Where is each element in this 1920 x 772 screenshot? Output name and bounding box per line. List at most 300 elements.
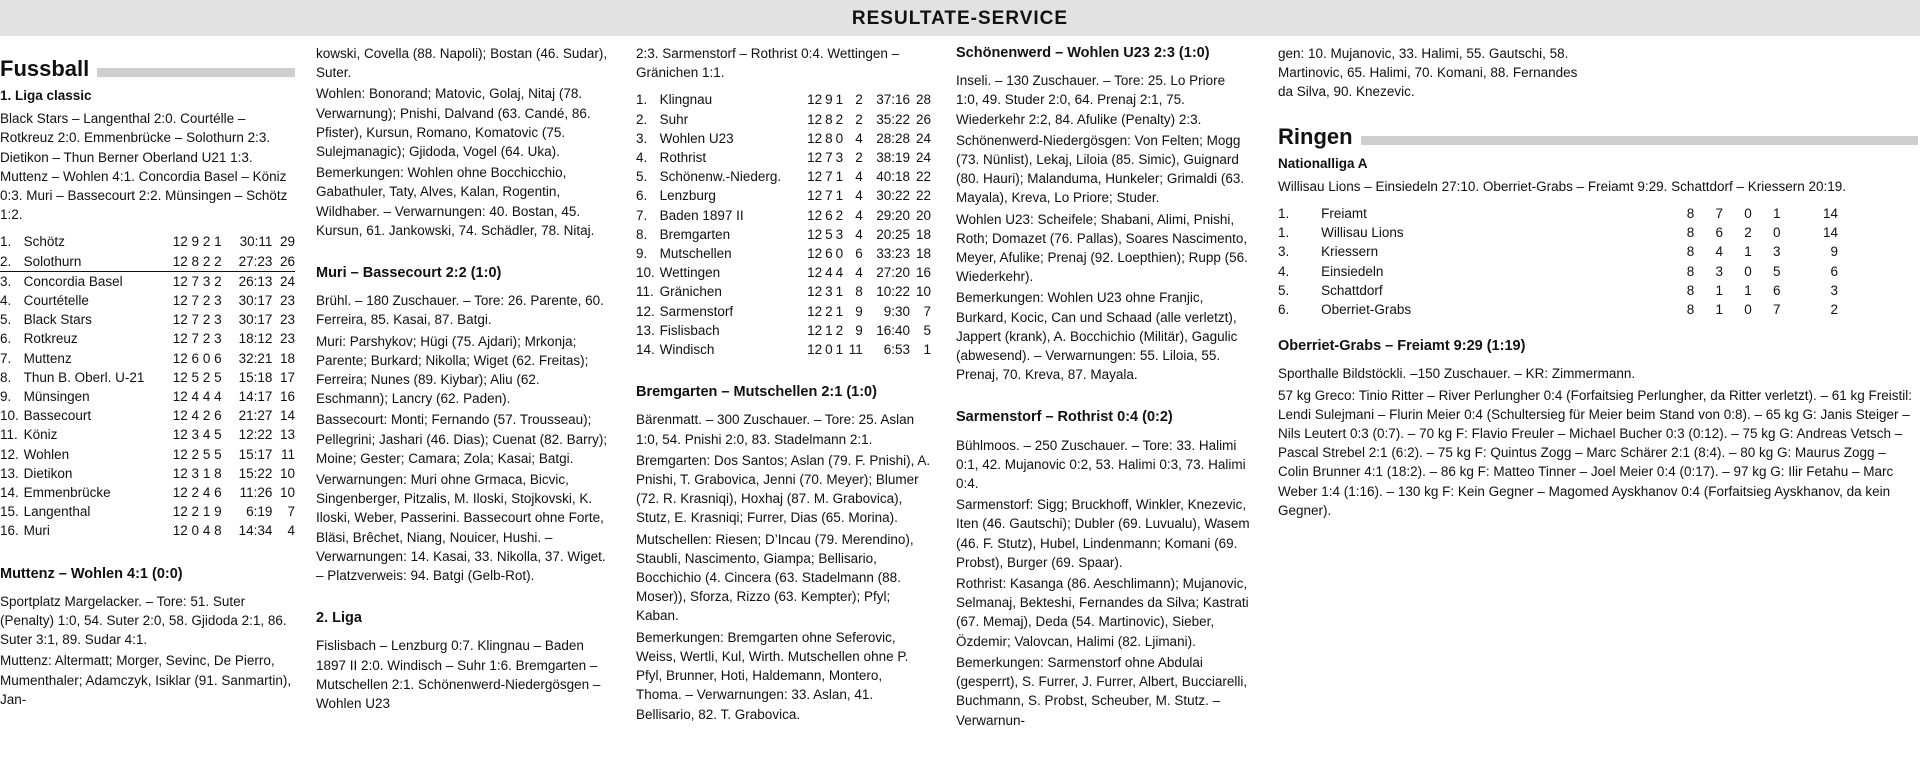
stat-cell: 14 — [1822, 206, 1838, 222]
stat-cell: 11 — [848, 342, 863, 358]
table-row — [636, 206, 931, 225]
team-cell: Wettingen — [659, 265, 721, 281]
stat-cell: 9 — [855, 322, 863, 338]
column-4 — [956, 44, 1251, 772]
team-cell: Emmenbrücke — [23, 485, 111, 501]
stat-cell: 3 — [1830, 282, 1838, 298]
stat-cell: 12 — [172, 408, 188, 424]
match-report-paragraph: Bemerkungen: Bremgarten ohne Seferovic, Weiss, Wertli, Kul, Wirth. Mutschellen ohne P. Pfyl, Brunner, Hoti, Haldemann, Montero, Thoma. – Verwarnungen: 33. Aslan, 41. Bellisario, 82. T. Grabovica. — [636, 629, 909, 722]
stat-cell: 12 — [807, 207, 823, 223]
match-report-paragraph: Bremgarten: Dos Santos; Aslan (79. F. Pnishi), A. Pnishi, T. Grabovica, Jenni (70. Meyer); Blumer (72. R. Krasniqi), Hoxhaj (87. M. Grabovica), Stutz, E. Krasniqi; Furrer, Dias (65. Morina). — [636, 452, 931, 526]
rank-cell: 3. — [636, 130, 648, 146]
stat-cell: 3 — [191, 427, 200, 443]
stat-cell: 9:30 — [883, 303, 910, 319]
stat-cell: 7 — [1772, 302, 1781, 318]
stat-cell: 1 — [835, 303, 844, 319]
rank-cell: 4. — [0, 293, 12, 309]
stat-cell: 24 — [915, 150, 931, 166]
team-cell: Wohlen U23 — [659, 130, 734, 146]
rank-cell: 12. — [0, 446, 19, 462]
rank-cell: 4. — [636, 150, 648, 166]
stat-cell: 1 — [835, 169, 844, 185]
rank-cell: 5. — [636, 169, 648, 185]
table-row — [1278, 223, 1838, 242]
stat-cell: 5 — [214, 427, 222, 443]
stat-cell: 16 — [279, 389, 295, 405]
table-row — [0, 368, 295, 387]
stat-cell: 9 — [214, 504, 222, 520]
stat-cell: 4 — [1715, 244, 1723, 260]
team-cell: Einsiedeln — [1321, 263, 1384, 279]
stat-cell: 12 — [807, 226, 823, 242]
stat-cell: 6 — [825, 207, 833, 223]
stat-cell: 3 — [191, 465, 200, 481]
stat-cell: 8 — [188, 252, 199, 272]
table-row — [636, 340, 931, 359]
stat-cell: 20:25 — [876, 226, 910, 242]
stat-cell: 3 — [825, 284, 833, 300]
stat-cell: 10 — [915, 284, 931, 300]
stat-cell: 13 — [279, 427, 295, 443]
stat-cell: 8 — [214, 465, 222, 481]
stat-cell: 1 — [835, 92, 844, 108]
stat-cell: 2 — [202, 293, 211, 309]
stat-cell: 1 — [1744, 244, 1752, 260]
stat-cell: 12 — [172, 465, 188, 481]
table-row — [636, 129, 931, 148]
stat-cell: 12 — [172, 485, 188, 501]
table-row — [1278, 300, 1838, 319]
stat-cell: 12 — [165, 252, 188, 272]
table-row — [636, 302, 931, 321]
page-title: RESULTATE-SERVICE — [851, 8, 1069, 29]
table-row — [0, 425, 295, 444]
stat-cell: 28 — [915, 92, 931, 108]
stat-cell: 7 — [923, 303, 931, 319]
stat-cell: 2 — [835, 322, 844, 338]
stat-cell: 14 — [279, 408, 295, 424]
stat-cell: 11 — [280, 446, 295, 462]
stat-cell: 1 — [923, 342, 931, 358]
table-row — [0, 349, 295, 368]
rank-cell: 14. — [0, 485, 19, 501]
stat-cell: 12 — [807, 130, 823, 146]
stat-cell: 7 — [191, 273, 200, 289]
stat-cell: 0 — [1772, 225, 1781, 241]
stat-cell: 18 — [915, 246, 931, 262]
rank-cell: 1. — [1278, 225, 1290, 241]
table-row — [0, 521, 295, 540]
stat-cell: 2 — [835, 111, 844, 127]
match-title: Muttenz – Wohlen 4:1 (0:0) — [0, 565, 183, 582]
match-report-paragraph: Bemerkungen: Wohlen U23 ohne Franjic, Burkard, Kocic, Can und Schaad (alle verletzt), Jappert (krank), A. Bocchichio (Militär), Gagulic (abwesend). – Verwarnungen: 55. Liloia, 55. Prenaj, 70. Kreva, 87. Mayala. — [956, 290, 1238, 383]
stat-cell: 9 — [1830, 244, 1838, 260]
stat-cell: 18 — [915, 226, 931, 242]
table-row — [1278, 281, 1838, 300]
table-row — [0, 271, 295, 291]
team-cell: Schattdorf — [1321, 282, 1383, 298]
stat-cell: 8 — [1686, 225, 1695, 241]
stat-cell: 4 — [202, 523, 211, 539]
stat-cell: 15:18 — [238, 369, 273, 385]
table-row — [0, 232, 295, 251]
stat-cell: 24 — [915, 130, 931, 146]
team-cell: Muttenz — [23, 350, 72, 366]
rank-cell: 10. — [636, 265, 655, 281]
stat-cell: 6 — [825, 246, 833, 262]
stat-cell: 4 — [855, 169, 863, 185]
rank-cell: 5. — [1278, 282, 1290, 298]
stat-cell: 6 — [855, 246, 863, 262]
stat-cell: 4 — [287, 523, 295, 539]
match-report-paragraph: gen: 10. Mujanovic, 33. Halimi, 55. Gautschi, 58. Martinovic, 65. Halimi, 70. Komani, 88. Fernandes da Silva, 90. Knezevic. — [1278, 46, 1578, 100]
match-report-paragraph: Rothrist: Kasanga (86. Aeschlimann); Mujanovic, Selmanaj, Bekteshi, Fernandes da Silva; Kastrati (67. Memaj), Deda (54. Martinovic), Sieber, Özdemir; Valovcan, Halimi (82. Ljimani). — [956, 576, 1249, 649]
team-cell: Oberriet-Grabs — [1321, 302, 1412, 318]
stat-cell: 12 — [172, 369, 188, 385]
table-row — [1278, 242, 1838, 261]
stat-cell: 18 — [279, 350, 295, 366]
stat-cell: 1 — [1715, 282, 1723, 298]
table-row — [636, 186, 931, 205]
rank-cell: 11. — [636, 284, 654, 300]
stat-cell: 7 — [825, 150, 833, 166]
match-report-paragraph: Bemerkungen: Sarmenstorf ohne Abdulai (gesperrt), S. Furrer, J. Furrer, Albert, Bucciarelli, Buchmann, S. Probst, Scheuber, M. Stutz. – Verwarnun- — [956, 654, 1248, 728]
stat-cell: 10:22 — [876, 284, 910, 300]
stat-cell: 5 — [1772, 263, 1781, 279]
stat-cell: 4 — [855, 265, 863, 281]
stat-cell: 5 — [214, 446, 222, 462]
stat-cell: 12 — [172, 312, 188, 328]
table-row — [636, 263, 931, 282]
team-cell: Thun B. Oberl. U-21 — [23, 369, 145, 385]
table-row — [636, 282, 931, 301]
stat-cell: 7 — [191, 312, 200, 328]
results-paragraph: Fislisbach – Lenzburg 0:7. Klingnau – Baden 1897 II 2:0. Windisch – Suhr 1:6. Bremgarten – Mutschellen 2:1. Schönenwerd-Niedergösgen – Wohlen U23 — [316, 638, 601, 712]
team-cell: Muri — [23, 523, 50, 539]
stat-cell: 4 — [202, 427, 211, 443]
table-row — [0, 406, 295, 425]
stat-cell: 5 — [191, 369, 200, 385]
stat-cell: 2 — [202, 369, 211, 385]
stat-cell: 6 — [214, 485, 222, 501]
rank-cell: 1. — [636, 92, 648, 108]
rank-cell: 1. — [0, 234, 12, 250]
match-report-paragraph: Muri: Parshykov; Hügi (75. Ajdari); Mrkonja; Parente; Burkard; Nikolla; Wiget (62. Freitas); Ferreira; Nunes (89. Kiybar); Aliu (62. Eschmann); Lancry (62. Paden). — [316, 333, 589, 407]
stat-cell: 24 — [279, 273, 295, 289]
stat-cell: 2 — [202, 331, 211, 347]
stat-cell: 9 — [191, 234, 200, 250]
stat-cell: 23 — [279, 331, 295, 347]
stat-cell: 3 — [214, 312, 222, 328]
rank-cell: 11. — [0, 427, 18, 443]
team-cell: Mutschellen — [659, 246, 732, 262]
table-row — [0, 291, 295, 310]
stat-cell: 1 — [835, 342, 844, 358]
stat-cell: 12 — [172, 273, 188, 289]
table-row — [636, 167, 931, 186]
stat-cell: 12 — [172, 293, 188, 309]
stat-cell: 12 — [807, 284, 823, 300]
stat-cell: 29:20 — [876, 207, 910, 223]
stat-cell: 0 — [1744, 263, 1752, 279]
team-cell: Courtételle — [23, 293, 89, 309]
stat-cell: 6 — [1772, 282, 1781, 298]
stat-cell: 2 — [191, 485, 200, 501]
table-row — [0, 445, 295, 464]
stat-cell: 4 — [214, 389, 222, 405]
stat-cell: 29 — [279, 234, 295, 250]
stat-cell: 12 — [172, 446, 188, 462]
stat-cell: 12 — [807, 169, 823, 185]
stat-cell: 10 — [279, 485, 295, 501]
results-paragraph: 2:3. Sarmenstorf – Rothrist 0:4. Wettingen – Gränichen 1:1. — [636, 46, 900, 81]
league-heading: 2. Liga — [316, 610, 362, 627]
team-cell: Dietikon — [23, 465, 73, 481]
team-cell: Münsingen — [23, 389, 90, 405]
stat-cell: 4 — [191, 389, 200, 405]
match-report-paragraph: Bassecourt: Monti; Fernando (57. Trousseau); Pellegrini; Jashari (46. Dias); Cuenat (82. Barry); Moine; Gester; Camara; Zola; Kasai; Batgi. — [316, 412, 608, 466]
stat-cell: 4 — [202, 485, 211, 501]
stat-cell: 12:22 — [238, 427, 273, 443]
stat-cell: 15:22 — [238, 465, 273, 481]
team-cell: Wohlen — [23, 446, 70, 462]
stat-cell: 8 — [825, 111, 833, 127]
stat-cell: 12 — [807, 322, 823, 338]
stat-cell: 23 — [279, 293, 295, 309]
team-cell: Windisch — [659, 342, 715, 358]
match-title: Oberriet-Grabs – Freiamt 9:29 (1:19) — [1278, 338, 1526, 355]
match-report-paragraph: Sportplatz Margelacker. – Tore: 51. Suter (Penalty) 1:0, 54. Suter 2:0, 58. Gjidoda 2:1, 86. Suter 3:1, 89. Sudar 4:1. — [0, 593, 287, 648]
stat-cell: 12 — [172, 350, 188, 366]
stat-cell: 3 — [835, 150, 844, 166]
stat-cell: 1 — [835, 284, 844, 300]
stat-cell: 28:28 — [876, 130, 910, 146]
table-row — [0, 387, 295, 406]
stat-cell: 35:22 — [876, 111, 910, 127]
stat-cell: 26 — [272, 252, 295, 272]
team-cell: Freiamt — [1321, 206, 1367, 222]
table-row — [0, 329, 295, 348]
rank-cell: 6. — [1278, 302, 1290, 318]
team-cell: Black Stars — [23, 312, 92, 328]
stat-cell: 6:19 — [246, 504, 273, 520]
stat-cell: 6 — [191, 350, 200, 366]
stat-cell: 1 — [214, 234, 222, 250]
stat-cell: 3 — [1772, 244, 1781, 260]
rank-cell: 13. — [636, 322, 655, 338]
stat-cell: 30:22 — [876, 188, 910, 204]
match-report-paragraph: Bärenmatt. – 300 Zuschauer. – Tore: 25. Aslan 1:0, 54. Pnishi 2:0, 83. Stadelmann 2:1. — [636, 412, 915, 447]
stat-cell: 12 — [807, 265, 823, 281]
stat-cell: 7 — [191, 293, 200, 309]
team-cell: Bremgarten — [659, 226, 731, 242]
table-row — [0, 483, 295, 502]
stat-cell: 2 — [825, 303, 833, 319]
stat-cell: 4 — [835, 265, 844, 281]
stat-cell: 37:16 — [876, 92, 910, 108]
stat-cell: 11:26 — [239, 485, 273, 501]
rank-cell: 2. — [0, 252, 24, 272]
stat-cell: 27:20 — [876, 265, 910, 281]
stat-cell: 14:34 — [238, 523, 273, 539]
table-row — [636, 225, 931, 244]
table-row — [0, 252, 295, 272]
stat-cell: 40:18 — [876, 169, 910, 185]
stat-cell: 22 — [915, 188, 931, 204]
stat-cell: 7 — [825, 188, 833, 204]
stat-cell: 2 — [202, 234, 211, 250]
stat-cell: 12 — [172, 389, 188, 405]
stat-cell: 9 — [855, 303, 863, 319]
stat-cell: 6 — [214, 350, 222, 366]
stat-cell: 3 — [1715, 263, 1723, 279]
stat-cell: 2 — [214, 273, 222, 289]
stat-cell: 4 — [202, 389, 211, 405]
results-paragraph: Willisau Lions – Einsiedeln 27:10. Oberriet-Grabs – Freiamt 9:29. Schattdorf – Kriessern 20:19. — [1278, 178, 1847, 194]
match-title: Schönenwerd – Wohlen U23 2:3 (1:0) — [956, 45, 1210, 61]
rank-cell: 3. — [1278, 244, 1290, 260]
stat-cell: 2 — [1744, 225, 1752, 241]
match-report-paragraph: Wohlen: Bonorand; Matovic, Golaj, Nitaj (78. Verwarnung); Pnishi, Dalvand (63. Candé, 86. Pfister), Kursun, Romano, Komatovic (75. Sulejmanagic); Gjidoda, Vogel (64. Uka). — [316, 86, 591, 160]
stat-cell: 8 — [1686, 206, 1695, 222]
stat-cell: 2 — [855, 111, 863, 127]
stat-cell: 0 — [1744, 302, 1752, 318]
team-cell: Kriessern — [1321, 244, 1379, 260]
stat-cell: 2 — [835, 207, 844, 223]
table-row — [0, 310, 295, 329]
rank-cell: 13. — [0, 465, 19, 481]
team-cell: Gränichen — [659, 284, 722, 300]
stat-cell: 15:17 — [238, 446, 273, 462]
results-paragraph: Black Stars – Langenthal 2:0. Courtélle – Rotkreuz 2:0. Emmenbrücke – Solothurn 2:3. Dietikon – Thun Berner Oberland U21 1:3. Muttenz – Wohlen 4:1. Concordia Basel – Köniz 0:3. Muri – Bassecourt 2:2. Münsingen – Schötz 1:2. — [0, 111, 288, 223]
team-cell: Rotkreuz — [23, 331, 78, 347]
match-title: Muri – Bassecourt 2:2 (1:0) — [316, 265, 502, 282]
stat-cell: 4 — [825, 265, 833, 281]
stat-cell: 2 — [855, 150, 863, 166]
team-cell: Köniz — [23, 427, 58, 443]
table-row — [636, 90, 931, 109]
table-row — [1278, 262, 1838, 281]
stat-cell: 5 — [825, 226, 833, 242]
stat-cell: 14 — [1822, 225, 1838, 241]
stat-cell: 7 — [825, 169, 833, 185]
stat-cell: 16 — [915, 265, 931, 281]
team-cell: Sarmenstorf — [659, 303, 734, 319]
team-cell: Rothrist — [659, 150, 707, 166]
stat-cell: 6 — [1715, 225, 1723, 241]
rank-cell: 8. — [636, 226, 648, 242]
match-report-paragraph: Bemerkungen: Wohlen ohne Bocchicchio, Gabathuler, Taty, Alves, Kalan, Rogentin, Wildhaber. – Verwarnungen: 40. Bostan, 45. Kursun, 61. Jankowski, 74. Schädler, 78. Nitaj. — [316, 165, 595, 238]
match-title: Sarmenstorf – Rothrist 0:4 (0:2) — [956, 409, 1173, 426]
stat-cell: 1 — [1715, 302, 1723, 318]
stat-cell: 2 — [202, 408, 211, 424]
match-report-paragraph: Wohlen U23: Scheifele; Shabani, Alimi, Pnishi, Roth; Domazet (76. Pallas), Soares Nascimento, Meyer, Afulike; Prenaj (92. Loepthien); Rupp (56. Wiederkehr). — [956, 211, 1248, 285]
standings-table-2-liga — [636, 90, 931, 359]
team-cell: Schönenw.-Niederg. — [659, 169, 782, 185]
match-report-paragraph: Brühl. – 180 Zuschauer. – Tore: 26. Parente, 60. Ferreira, 85. Kasai, 87. Batgi. — [316, 293, 604, 328]
stat-cell: 4 — [855, 207, 863, 223]
stat-cell: 12 — [807, 303, 823, 319]
stat-cell: 1 — [835, 188, 844, 204]
league-heading: 1. Liga classic — [0, 88, 92, 103]
stat-cell: 0 — [202, 350, 211, 366]
stat-cell: 8 — [1686, 263, 1695, 279]
team-cell: Solothurn — [24, 252, 166, 272]
rank-cell: 2. — [636, 111, 648, 127]
rank-cell: 16. — [0, 523, 19, 539]
team-cell: Willisau Lions — [1321, 225, 1404, 241]
table-row — [636, 321, 931, 340]
stat-cell: 0 — [835, 130, 844, 146]
stat-cell: 17 — [279, 369, 295, 385]
match-report-paragraph: Muttenz: Altermatt; Morger, Sevinc, De Pierro, Mumenthaler; Adamczyk, Isiklar (91. Sanmartin), Jan- — [0, 653, 292, 707]
column-2 — [316, 44, 611, 772]
rank-cell: 3. — [0, 273, 12, 289]
section-title: Fussball — [0, 56, 90, 81]
stat-cell: 22 — [915, 169, 931, 185]
stat-cell: 2 — [202, 312, 211, 328]
stat-cell: 6 — [214, 408, 222, 424]
column-1 — [0, 44, 295, 772]
stat-cell: 4 — [855, 188, 863, 204]
section-header-ringen — [1278, 124, 1918, 150]
table-row — [636, 244, 931, 263]
section-header-fussball — [0, 56, 295, 82]
rank-cell: 10. — [0, 408, 19, 424]
team-cell: Klingnau — [659, 92, 713, 108]
stat-cell: 26 — [915, 111, 931, 127]
stat-cell: 8 — [1686, 282, 1695, 298]
match-report-paragraph: Sporthalle Bildstöckli. –150 Zuschauer. – KR: Zimmermann. — [1278, 366, 1636, 382]
table-row — [636, 110, 931, 129]
stat-cell: 12 — [807, 246, 823, 262]
standings-table-ringen — [1278, 204, 1838, 319]
stat-cell: 2 — [191, 504, 200, 520]
stat-cell: 1 — [1744, 282, 1752, 298]
stat-cell: 12 — [807, 92, 823, 108]
match-report-paragraph: 57 kg Greco: Tinio Ritter – River Perlungher 0:4 (Forfaitsieg Perlungher, da Ritter verletzt). – 61 kg Freistil: Lendi Sulejmani – Flurin Meier 0:4 (Schultersieg für Meier beim Stand von 0:8). – 65 kg G: Janis Steiger – Nils Leutert 0:3 (0:7). – 70 kg F: Flavio Freuler – Michael Bucher 0:3 (0:12). – 75 kg G: Andreas Vetsch – Pascal Strebel 2:1 (6:2). – 75 kg F: Quintus Zogg – Marc Schärer 2:1 (8:4). – 80 kg G: Maurus Zogg – Colin Brunner 4:1 (18:2). – 86 kg F: Matteo Tinner – Joel Meier 0:4 (0:17). – 97 kg G: Ilir Fetahu – Marc Weber 1:4 (1:16). – 130 kg F: Kein Gegner – Magomed Ayskhanov 0:4 (Forfaitsieg Ayskhanov, da kein Gegner). — [1278, 387, 1913, 518]
stat-cell: 8 — [1686, 302, 1695, 318]
stat-cell: 2 — [1830, 302, 1838, 318]
team-cell: Baden 1897 II — [659, 207, 744, 223]
rank-cell: 14. — [636, 342, 655, 358]
stat-cell: 27:23 — [222, 252, 273, 272]
rank-cell: 15. — [0, 504, 19, 520]
table-row — [0, 464, 295, 483]
stat-cell: 8 — [855, 284, 863, 300]
stat-cell: 1 — [825, 322, 833, 338]
stat-cell: 23 — [279, 312, 295, 328]
stat-cell: 8 — [214, 523, 222, 539]
stat-cell: 5 — [214, 369, 222, 385]
stat-cell: 18:12 — [238, 331, 273, 347]
stat-cell: 1 — [1772, 206, 1781, 222]
team-cell: Langenthal — [23, 504, 91, 520]
stat-cell: 9 — [825, 92, 833, 108]
stat-cell: 16:40 — [876, 322, 910, 338]
rank-cell: 5. — [0, 312, 12, 328]
stat-cell: 12 — [172, 523, 188, 539]
stat-cell: 5 — [923, 322, 931, 338]
stat-cell: 12 — [172, 234, 188, 250]
stat-cell: 12 — [807, 188, 823, 204]
stat-cell: 12 — [807, 150, 823, 166]
stat-cell: 7 — [1715, 206, 1723, 222]
stat-cell: 1 — [202, 465, 211, 481]
stat-cell: 21:27 — [238, 408, 273, 424]
page-header-band — [0, 0, 1920, 36]
rank-cell: 1. — [1278, 206, 1290, 222]
